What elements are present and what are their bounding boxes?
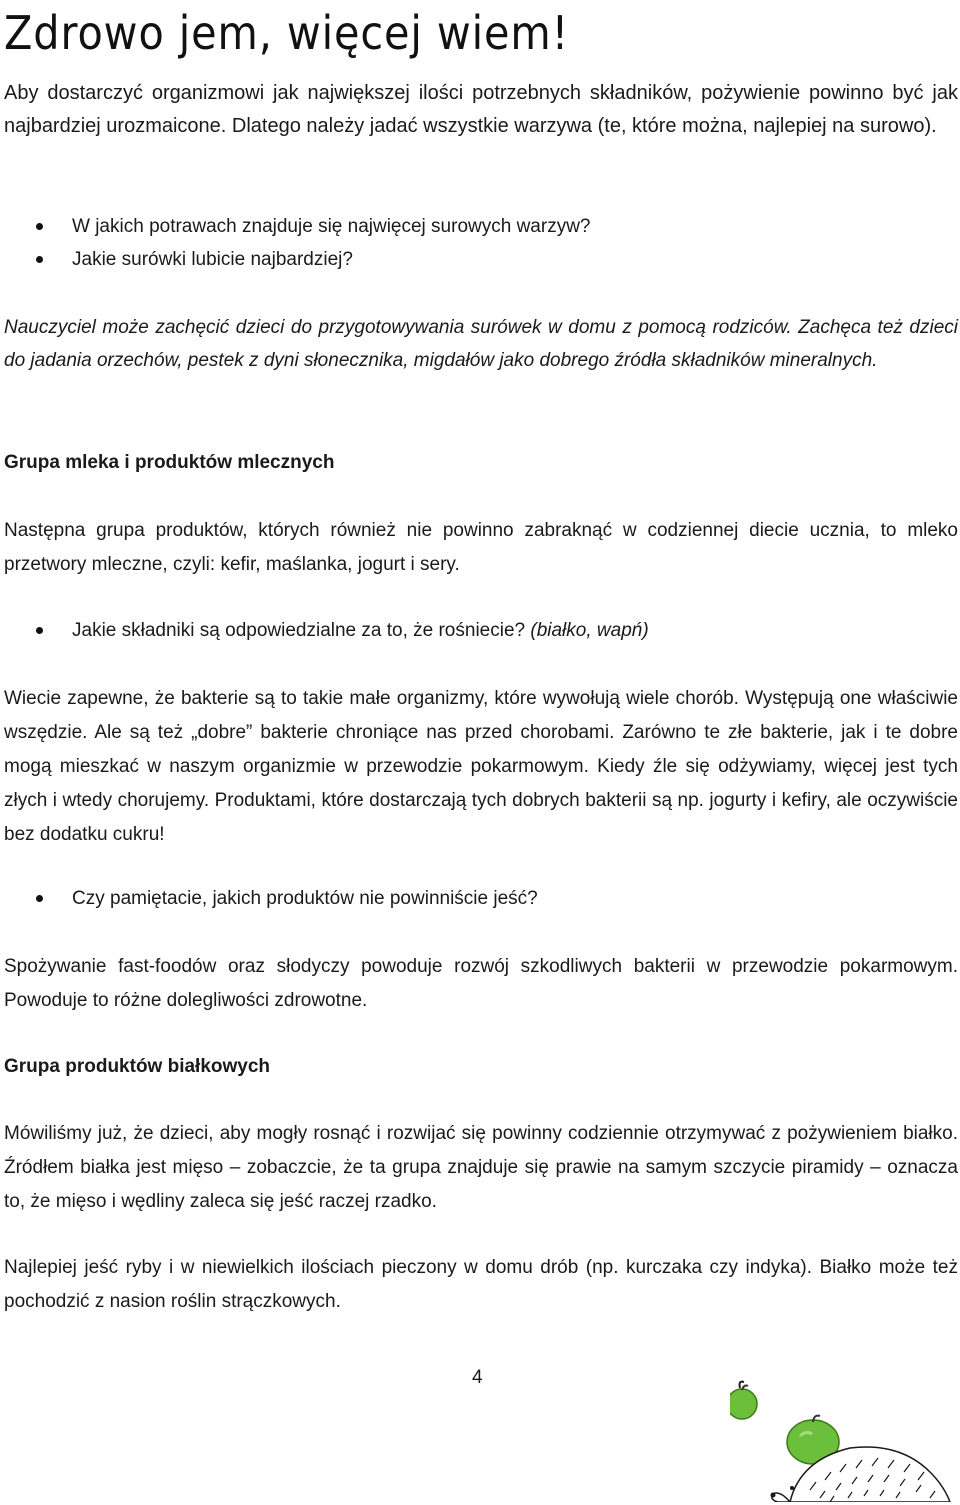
- answer-hint: (białko, wapń): [530, 620, 649, 641]
- hedgehog-with-apples-icon: [730, 1380, 956, 1502]
- section-heading-protein: Grupa produktów białkowych: [4, 1056, 271, 1077]
- fish-paragraph: Najlepiej jeść ryby i w niewielkich ilościach pieczony w domu drób (np. kurczaka czy indyka). Białko może też pochodzić z nasion roślin strączkowych.: [4, 1257, 958, 1312]
- bacteria-paragraph: Wiecie zapewne, że bakterie są to takie małe organizmy, które wywołują wiele chorób. Występują one właściwie wszędzie. Ale są też „dobre” bakterie chroniące nas przed chorobami. Zarówno te złe bakterie, jak i te dobre mogą mieszkać w naszym organizmie w przewodzie pokarmowym. Kiedy źle się odżywiamy, więcej jest tych złych i wtedy chorujemy. Produktami, które dostarczają tych dobrych bakterii są np. jogurty i kefiry, ale oczywiście bez dodatku cukru!: [4, 688, 958, 845]
- page-title: Zdrowo jem, więcej wiem!: [4, 6, 570, 60]
- bullet-icon: [36, 627, 43, 634]
- page-number: 4: [472, 1367, 483, 1388]
- list-item: [0, 210, 591, 243]
- list-item-text: W jakich potrawach znajduje się najwięcej surowych warzyw?: [72, 216, 591, 237]
- fastfood-paragraph: Spożywanie fast-foodów oraz słodyczy powoduje rozwój szkodliwych bakterii w przewodzie pokarmowym. Powoduje to różne dolegliwości zdrowotne.: [4, 956, 958, 1011]
- intro-paragraph: Aby dostarczyć organizmowi jak największej ilości potrzebnych składników, pożywienie powinno być jak najbardziej urozmaicone. Dlatego należy jadać wszystkie warzywa (te, które można, najlepiej na surowo).: [4, 82, 958, 137]
- bullet-icon: [36, 223, 43, 230]
- list-item: [0, 614, 649, 647]
- list-item-text: Czy pamiętacie, jakich produktów nie powinniście jeść?: [72, 888, 538, 909]
- teacher-note: Nauczyciel może zachęcić dzieci do przygotowywania surówek w domu z pomocą rodziców. Zachęca też dzieci do jadania orzechów, pestek z dyni słonecznika, migdałów jako dobrego źródła składników mineralnych.: [4, 317, 958, 371]
- bullet-list-remember: [0, 882, 538, 915]
- list-item: [0, 243, 591, 276]
- list-item-text: Jakie surówki lubicie najbardziej?: [72, 249, 353, 270]
- protein-paragraph: Mówiliśmy już, że dzieci, aby mogły rosnąć i rozwijać się powinny codziennie otrzymywać z pożywieniem białko. Źródłem białka jest mięso – zobaczcie, że ta grupa znajduje się prawie na samym szczycie piramidy – oznacza to, że mięso i wędliny zaleca się jeść raczej rzadko.: [4, 1123, 958, 1212]
- bullet-list-milk: [0, 614, 649, 647]
- list-item: [0, 882, 538, 915]
- bullet-icon: [36, 256, 43, 263]
- milk-paragraph: Następna grupa produktów, których również nie powinno zabraknąć w codziennej diecie ucznia, to mleko przetwory mleczne, czyli: kefir, maślanka, jogurt i sery.: [4, 520, 958, 575]
- bullet-list-vegetables: [0, 210, 591, 276]
- list-item-text: Jakie składniki są odpowiedzialne za to, że rośniecie?: [72, 620, 526, 641]
- bullet-icon: [36, 895, 43, 902]
- section-heading-milk: Grupa mleka i produktów mlecznych: [4, 452, 335, 473]
